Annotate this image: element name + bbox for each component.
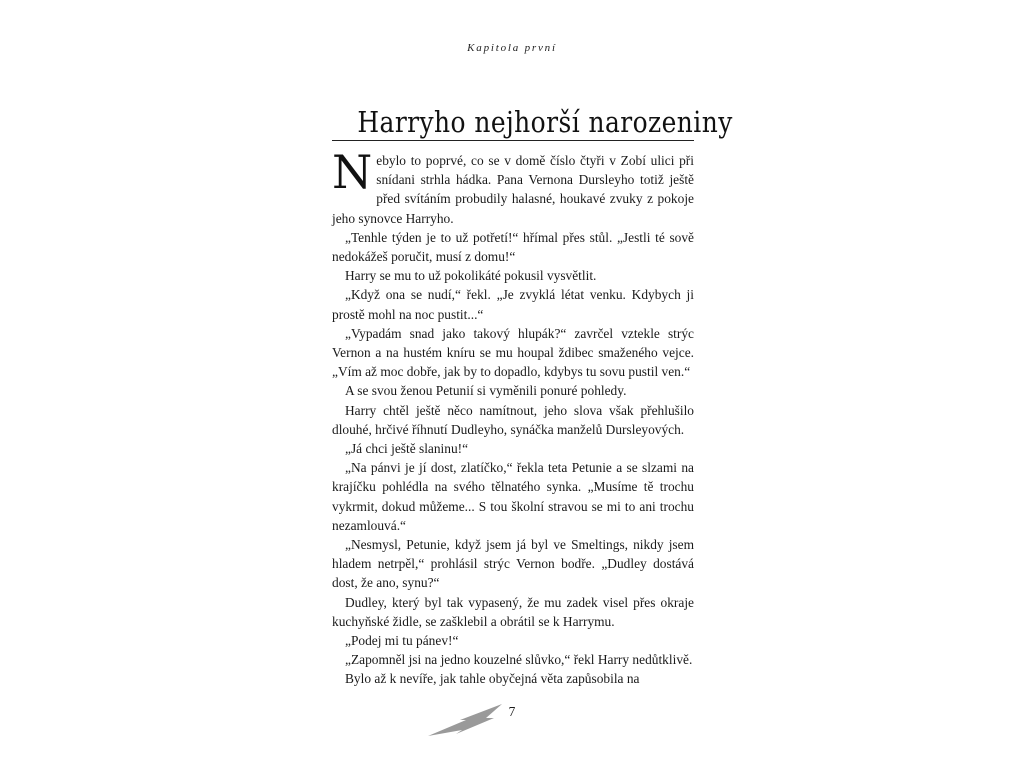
chapter-body — [332, 145, 694, 689]
paragraph: Nebylo to poprvé, co se v domě číslo čtyři v Zobí ulici při snídani strhla hádka. Pana Vernona Dursleyho totiž ještě před svítáním probudily halasné, houkavé zvuky z pokoje jeho synovce Harryho. — [332, 145, 694, 226]
paragraph: „Podej mi tu pánev!“ — [345, 633, 459, 649]
paragraph: Harry se mu to už pokolikáté pokusil vysvětlit. — [345, 268, 597, 284]
running-head: Kapitola první — [467, 42, 557, 54]
chapter-title: Harryho nejhorší narozeniny — [357, 105, 733, 139]
page-number: 7 — [508, 704, 516, 719]
paragraph: „Tenhle týden je to už potřetí!“ hřímal přes stůl. „Jestli té sově nedokážeš poručit, musí z domu!“ — [332, 229, 694, 265]
paragraph: Harry chtěl ještě něco namítnout, jeho slova však přehlušilo dlouhé, hrčivé říhnutí Dudleyho, synáčka manželů Dursleyových. — [332, 402, 694, 437]
title-underline — [332, 140, 694, 141]
paragraph: Dudley, který byl tak vypasený, že mu zadek visel přes okraje kuchyňské židle, se zašklebil a obrátil se k Harrymu. — [332, 594, 694, 629]
paragraph: „Na pánvi je jí dost, zlatíčko,“ řekla teta Petunie a se slzami na krajíčku pohlédla na svého tělnatého synka. „Musíme tě trochu vykrmit, dokud můžeme... S tou školní stravou se mi to ani trochu nezamlouvá.“ — [332, 460, 694, 533]
paragraph: „Nesmysl, Petunie, když jsem já byl ve Smeltings, nikdy jsem hladem netrpěl,“ prohlásil strýc Vernon bodře. „Dudley dostává dost, že ano, synu?“ — [332, 537, 694, 591]
paragraph: A se svou ženou Petunií si vyměnili ponuré pohledy. — [345, 383, 627, 399]
drop-cap: N — [332, 145, 373, 199]
paragraph: „Když ona se nudí,“ řekl. „Je zvyklá létat venku. Kdybych ji prostě mohl na noc pustit...“ — [332, 287, 694, 322]
paragraph: „Vypadám snad jako takový hlupák?“ zavrčel vztekle strýc Vernon a na hustém kníru se mu houpal ždibec smaženého vejce. „Vím až moc dobře, jak by to dopadlo, kdybys tu sovu pustil ven.“ — [332, 325, 694, 380]
paragraph: „Zapomněl jsi na jedno kouzelné slůvko,“ řekl Harry nedůtklivě. — [345, 652, 693, 668]
paragraph: „Já chci ještě slaninu!“ — [345, 441, 469, 457]
paragraph: Bylo až k nevíře, jak tahle obyčejná věta zapůsobila na — [345, 671, 640, 687]
